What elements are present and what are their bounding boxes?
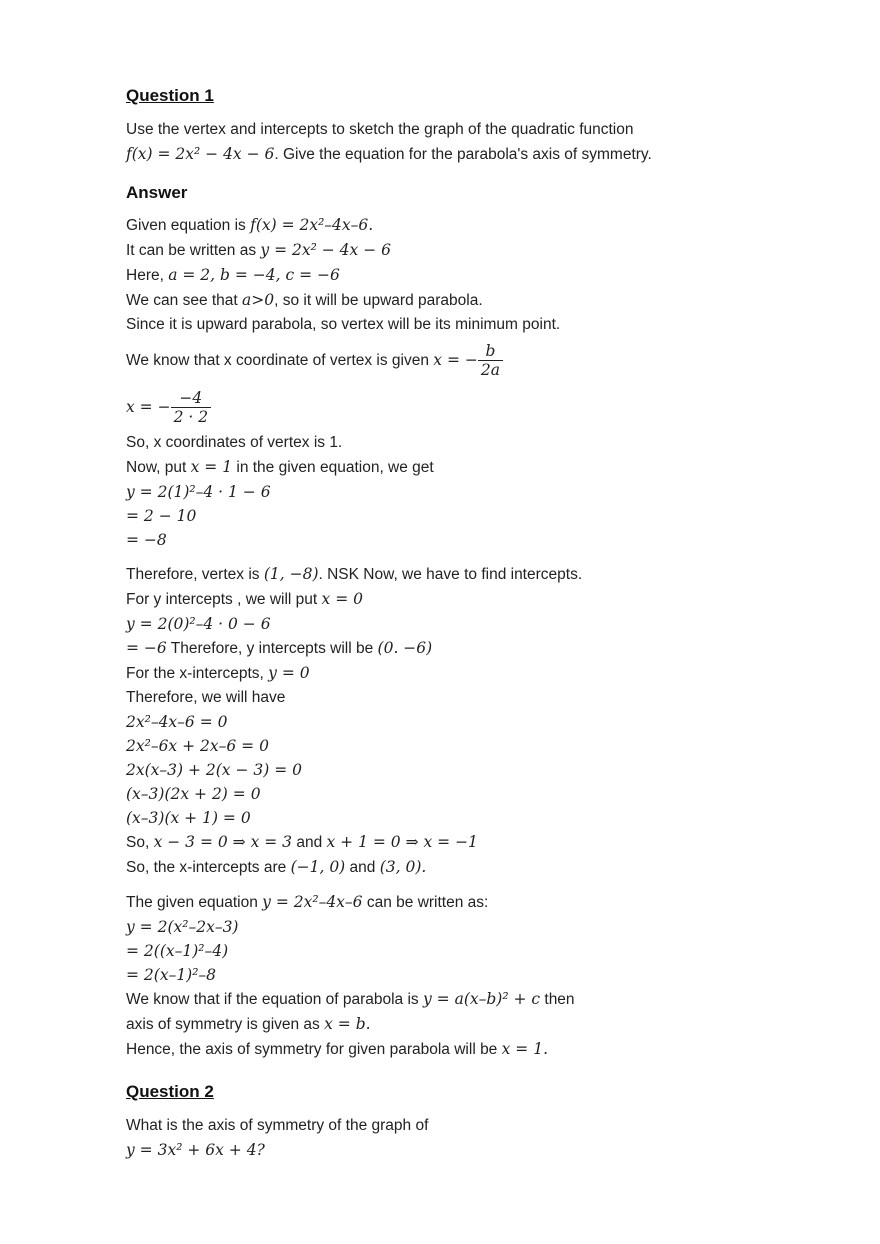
answer-line-16: [126, 636, 766, 661]
math: y = 2x²–4x–6: [262, 893, 363, 911]
document-content: [126, 86, 766, 1162]
answer-line-13: [126, 562, 766, 587]
answer-line-5: Since it is upward parabola, so vertex will be its minimum point.: [126, 316, 561, 333]
text: axis of symmetry is given as: [126, 1016, 325, 1033]
spacer: [126, 552, 766, 562]
answer-line-7: [126, 384, 766, 431]
question-2-prompt-line-1: What is the axis of symmetry of the graph of: [126, 1117, 429, 1134]
answer-line-14: [126, 587, 766, 612]
answer-line-2: [126, 238, 766, 263]
text: . NSK Now, we have to find intercepts.: [318, 566, 583, 583]
text: , so it will be upward parabola.: [274, 292, 483, 309]
answer-line-10: y = 2(1)²–4 · 1 − 6: [126, 483, 271, 501]
math: x + 1 = 0 ⇒ x = −1: [326, 833, 478, 851]
text: Given equation is: [126, 217, 251, 234]
answer-line-9: [126, 455, 766, 480]
text: For the x-intercepts,: [126, 665, 269, 682]
math: x = 1.: [501, 1040, 548, 1058]
math: y = 2x² − 4x − 6: [260, 241, 391, 259]
math: a>0: [242, 291, 275, 309]
answer-line-30: [126, 987, 766, 1012]
function-expression: f(x) = 2x² − 4x − 6: [126, 145, 275, 163]
math: x − 3 = 0 ⇒ x = 3: [153, 833, 293, 851]
question-1-heading: Question 1: [126, 86, 214, 105]
text: It can be written as: [126, 242, 261, 259]
text: So,: [126, 834, 154, 851]
answer-line-27: y = 2(x²–2x–3): [126, 918, 239, 936]
text: We know that x coordinate of vertex is given: [126, 352, 434, 369]
answer-line-25: [126, 855, 766, 880]
text: Hence, the axis of symmetry for given parabola will be: [126, 1041, 502, 1058]
text: then: [540, 991, 575, 1008]
answer-line-18: Therefore, we will have: [126, 689, 286, 706]
math: x = 0: [321, 590, 363, 608]
math: (1, −8): [263, 565, 319, 583]
answer-line-1: [126, 213, 766, 238]
answer-line-3: [126, 263, 766, 288]
text: We can see that: [126, 292, 243, 309]
text: The given equation: [126, 894, 263, 911]
answer-line-19: 2x²–4x–6 = 0: [126, 713, 228, 731]
answer-line-21: 2x(x–3) + 2(x − 3) = 0: [126, 761, 302, 779]
fraction: [171, 389, 212, 426]
spacer: [126, 880, 766, 890]
answer-line-12: = −8: [126, 531, 167, 549]
answer-line-8: So, x coordinates of vertex is 1.: [126, 434, 343, 451]
answer-line-4: [126, 288, 766, 313]
text: Now, put: [126, 459, 191, 476]
math: x = b.: [324, 1015, 371, 1033]
fraction-denominator: 2a: [480, 361, 500, 380]
text: Therefore, vertex is: [126, 566, 264, 583]
answer-line-22: (x–3)(2x + 2) = 0: [126, 785, 261, 803]
answer-line-20: 2x²–6x + 2x–6 = 0: [126, 737, 269, 755]
answer-line-15: y = 2(0)²–4 · 0 − 6: [126, 615, 271, 633]
text: and: [292, 834, 327, 851]
text: in the given equation, we get: [232, 459, 434, 476]
fraction-denominator: 2 · 2: [173, 408, 209, 427]
answer-line-24: [126, 830, 766, 855]
text: Here,: [126, 267, 169, 284]
text: and: [345, 859, 380, 876]
prompt-text: . Give the equation for the parabola's axis of symmetry.: [274, 146, 652, 163]
answer-line-28: = 2((x–1)²–4): [126, 942, 229, 960]
math: y = a(x–b)² + c: [422, 990, 541, 1008]
math: = −6: [126, 639, 167, 657]
text: So, the x-intercepts are: [126, 859, 291, 876]
question-1-prompt-line-1: Use the vertex and intercepts to sketch the graph of the quadratic function: [126, 121, 634, 138]
answer-line-29: = 2(x–1)²–8: [126, 966, 217, 984]
answer-heading: Answer: [126, 183, 188, 202]
question-1-prompt-line-2: [126, 142, 766, 167]
text: For y intercepts , we will put: [126, 591, 322, 608]
answer-line-6: [126, 337, 766, 384]
math: x = −: [126, 398, 171, 416]
fraction-numerator: −4: [171, 389, 212, 408]
math: (0. −6): [377, 639, 433, 657]
math: (−1, 0): [290, 858, 346, 876]
answer-line-32: [126, 1037, 766, 1062]
text: We know that if the equation of parabola is: [126, 991, 423, 1008]
math: a = 2, b = −4, c = −6: [168, 266, 340, 284]
math: y = 0: [268, 664, 310, 682]
question-2-prompt-line-2: y = 3x² + 6x + 4?: [126, 1141, 265, 1159]
fraction-numerator: b: [478, 342, 503, 361]
fraction: [478, 342, 503, 379]
math: x = 1: [190, 458, 233, 476]
answer-line-23: (x–3)(x + 1) = 0: [126, 809, 251, 827]
math: x = −: [433, 351, 478, 369]
math: f(x) = 2x²–4x–6.: [250, 216, 374, 234]
text: can be written as:: [362, 894, 489, 911]
answer-line-26: [126, 890, 766, 915]
answer-line-11: = 2 − 10: [126, 507, 197, 525]
answer-line-31: [126, 1012, 766, 1037]
text: Therefore, y intercepts will be: [166, 640, 378, 657]
math: (3, 0).: [379, 858, 427, 876]
question-2-heading: Question 2: [126, 1082, 214, 1101]
answer-line-17: [126, 661, 766, 686]
